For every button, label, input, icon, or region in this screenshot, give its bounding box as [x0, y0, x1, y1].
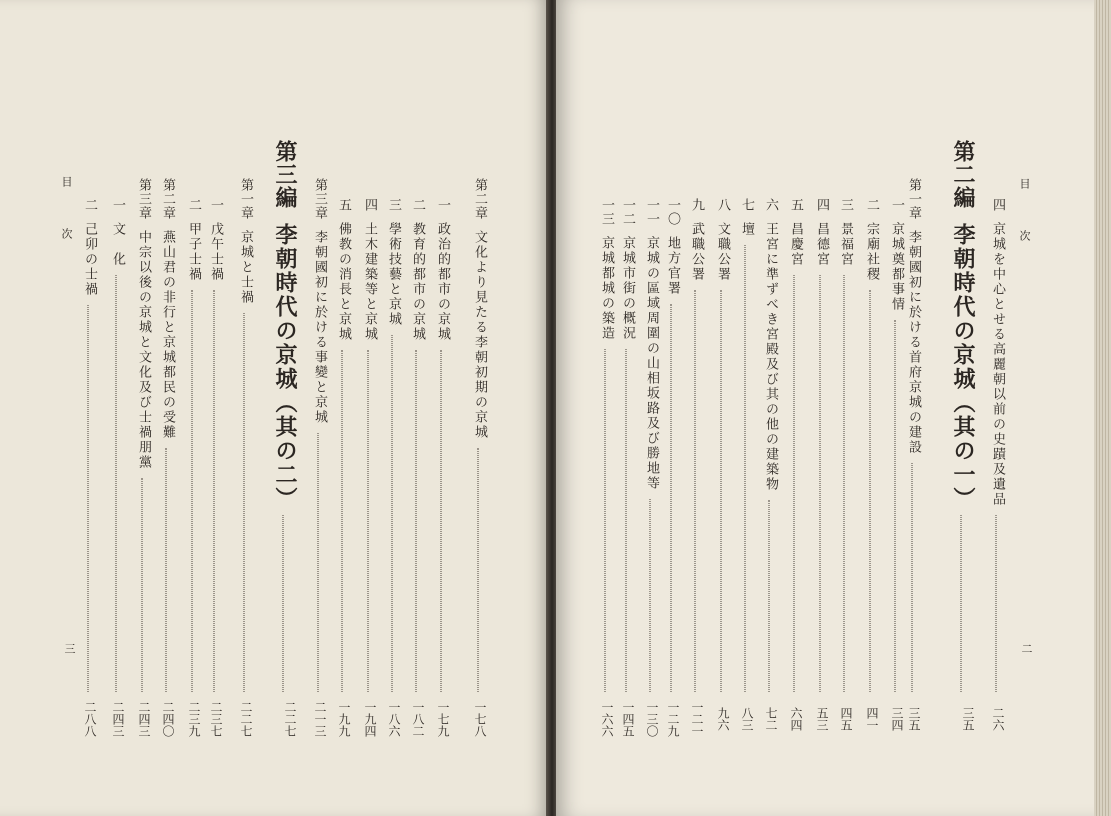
toc-entry-page: 一八二: [411, 701, 425, 737]
toc-entry-section: [812, 198, 828, 740]
toc-entry-title: 政治的都市の京城: [435, 222, 450, 342]
toc-entry-page: 一二九: [666, 701, 680, 737]
toc-entry-title: 甲子士禍: [186, 222, 201, 282]
toc-entry-page: 三四: [890, 707, 904, 731]
toc-entry-section: [642, 198, 658, 740]
dot-leader: [745, 245, 746, 692]
toc-entry-title: 壇: [739, 222, 754, 237]
dot-leader: [392, 335, 393, 692]
toc-entry-section: [988, 198, 1004, 740]
toc-entry-number: 第二編: [950, 140, 976, 209]
page-edges: [1094, 0, 1111, 816]
toc-entry-number: 五: [336, 198, 351, 212]
toc-entry-title: 文化より見たる李朝初期の京城: [472, 230, 487, 440]
toc-entry-title: 土木建築等と京城: [362, 222, 377, 342]
dot-leader: [650, 499, 651, 692]
dot-leader: [870, 290, 871, 692]
toc-entry-section: [184, 198, 200, 740]
toc-entry-page: 五三: [815, 707, 829, 731]
left-page: [0, 0, 548, 816]
toc-entry-page: 一七八: [473, 701, 487, 737]
dot-leader: [116, 275, 117, 692]
toc-entry-page: 二四三: [137, 701, 151, 737]
toc-entry-section: [761, 198, 777, 740]
dot-leader: [416, 350, 417, 692]
toc-entry-title: 教育的都市の京城: [410, 222, 425, 342]
toc-entry-section: [334, 198, 350, 740]
toc-entry-page: 二二七: [239, 701, 253, 737]
toc-entry-page: 一四五: [621, 701, 635, 737]
dot-leader: [912, 463, 913, 692]
toc-entry-page: 三五: [961, 707, 975, 731]
toc-entry-number: 八: [715, 198, 730, 212]
toc-entry-title: 王宮に準ずべき宮殿及び其の他の建築物: [763, 222, 778, 492]
toc-entry-page: 二一三: [313, 701, 327, 737]
dot-leader: [671, 304, 672, 692]
dot-leader: [478, 448, 479, 692]
toc-entry-page: 四五: [839, 707, 853, 731]
toc-entry-title: 李朝時代の京城（其の二）: [272, 223, 298, 511]
toc-entry-title: 昌德宮: [814, 222, 829, 267]
toc-entry-page: 二六: [991, 707, 1005, 731]
toc-entry-number: 三: [838, 198, 853, 212]
toc-entry-page: 一七九: [436, 701, 450, 737]
toc-entry-title: 己卯の士禍: [82, 222, 97, 297]
toc-entry-number: 第三章: [312, 178, 327, 220]
dot-leader: [318, 433, 319, 692]
toc-entry-page: 一二一: [690, 701, 704, 737]
dot-leader: [166, 448, 167, 692]
dot-leader: [794, 275, 795, 692]
toc-entry-section: [360, 198, 376, 740]
toc-entry-page: 二二七: [283, 701, 297, 737]
toc-entry-title: 昌慶宮: [788, 222, 803, 267]
page-folio-right: 二: [1020, 643, 1033, 654]
toc-entry-title: 宗廟社稷: [864, 222, 879, 282]
toc-entry-section: [862, 198, 878, 740]
toc-entry-section: [786, 198, 802, 740]
dot-leader: [895, 320, 896, 692]
dot-leader: [283, 515, 284, 692]
toc-entry-section: [408, 198, 424, 740]
toc-entry-chapter: [310, 178, 326, 740]
toc-entry-number: 二: [186, 198, 201, 212]
toc-entry-chapter: [470, 178, 486, 740]
toc-entry-section: [713, 198, 729, 740]
dot-leader: [88, 305, 89, 692]
toc-entry-number: 六: [763, 198, 778, 212]
toc-entry-title: 京城都城の築造: [599, 236, 614, 341]
toc-entry-page: 二八八: [83, 701, 97, 737]
toc-entry-section: [384, 198, 400, 740]
toc-entry-title: 京城市街の概況: [620, 236, 635, 341]
toc-entry-number: 第一章: [906, 178, 921, 220]
dot-leader: [721, 290, 722, 692]
toc-entry-number: 九: [689, 198, 704, 212]
toc-entry-number: 第三章: [136, 178, 151, 220]
toc-entry-number: 第二章: [160, 178, 175, 220]
running-head-right: 目 次: [1018, 178, 1031, 255]
toc-entry-number: 一一: [644, 198, 659, 226]
toc-entry-number: 四: [362, 198, 377, 212]
dot-leader: [441, 350, 442, 692]
dot-leader: [214, 290, 215, 692]
toc-entry-number: 七: [739, 198, 754, 212]
running-head-left: 目 次: [60, 176, 73, 253]
toc-entry-number: 三: [386, 198, 401, 212]
toc-entry-number: 五: [788, 198, 803, 212]
toc-entry-page: 四一: [865, 707, 879, 731]
toc-entry-page: 二四〇: [161, 701, 175, 737]
toc-entry-section: [80, 198, 96, 740]
toc-entry-page: 一三〇: [645, 701, 659, 737]
toc-entry-page: 九六: [716, 707, 730, 731]
dot-leader: [844, 275, 845, 692]
toc-entry-number: 第三編: [272, 140, 298, 209]
toc-entry-title: 京城奠都事情: [889, 222, 904, 312]
toc-entry-number: 第一章: [238, 178, 253, 220]
toc-entry-title: 李朝時代の京城（其の一）: [950, 223, 976, 511]
toc-entry-page: 八三: [740, 707, 754, 731]
toc-entry-part: [270, 140, 296, 740]
toc-entry-title: 景福宮: [838, 222, 853, 267]
toc-entry-title: 中宗以後の京城と文化及び士禍朋黨: [136, 230, 151, 470]
toc-entry-number: 二: [864, 198, 879, 212]
toc-entry-section: [433, 198, 449, 740]
dot-leader: [244, 313, 245, 692]
toc-entry-title: 李朝國初に於ける事變と京城: [312, 230, 327, 425]
toc-entry-page: 二三七: [209, 701, 223, 737]
toc-entry-page: 七二: [764, 707, 778, 731]
toc-entry-page: 二三九: [187, 701, 201, 737]
toc-entry-chapter: [158, 178, 174, 740]
toc-entry-number: 一二: [620, 198, 635, 226]
dot-leader: [192, 290, 193, 692]
dot-leader: [820, 275, 821, 692]
dot-leader: [342, 350, 343, 692]
dot-leader: [142, 478, 143, 692]
toc-entry-title: 學術技藝と京城: [386, 222, 401, 327]
toc-entry-title: 京城を中心とせる高麗朝以前の史蹟及遺品: [990, 222, 1005, 507]
toc-entry-number: 一: [435, 198, 450, 212]
toc-entry-part: [948, 140, 974, 740]
toc-entry-number: 一: [110, 198, 125, 212]
dot-leader: [626, 349, 627, 692]
toc-entry-section: [618, 198, 634, 740]
toc-entry-number: 二: [410, 198, 425, 212]
toc-entry-page: 一八六: [387, 701, 401, 737]
toc-entry-title: 京城の區域周圍の山相坂路及び勝地等: [644, 236, 659, 491]
right-page: [556, 0, 1094, 816]
dot-leader: [996, 515, 997, 692]
toc-entry-section: [887, 198, 903, 740]
toc-entry-number: 四: [990, 198, 1005, 212]
toc-entry-number: 二: [82, 198, 97, 212]
dot-leader: [605, 349, 606, 692]
toc-entry-title: 戊午士禍: [208, 222, 223, 282]
toc-entry-section: [206, 198, 222, 740]
toc-entry-number: 四: [814, 198, 829, 212]
dot-leader: [695, 290, 696, 692]
toc-entry-page: 一六六: [600, 701, 614, 737]
toc-entry-section: [108, 198, 124, 740]
toc-entry-number: 一: [889, 198, 904, 212]
toc-entry-chapter: [904, 178, 920, 740]
toc-entry-title: 京城と士禍: [238, 230, 253, 305]
toc-entry-section: [687, 198, 703, 740]
toc-entry-page: 一九四: [363, 701, 377, 737]
page-folio-left: 三: [63, 643, 76, 654]
toc-entry-page: 二四三: [111, 701, 125, 737]
toc-entry-title: 地方官署: [665, 236, 680, 296]
dot-leader: [769, 500, 770, 692]
toc-entry-number: 一: [208, 198, 223, 212]
toc-entry-title: 燕山君の非行と京城都民の受難: [160, 230, 175, 440]
dot-leader: [961, 515, 962, 692]
toc-entry-section: [737, 198, 753, 740]
toc-entry-page: 一九九: [337, 701, 351, 737]
toc-entry-section: [836, 198, 852, 740]
toc-entry-page: 六四: [789, 707, 803, 731]
toc-entry-title: 武職公署: [689, 222, 704, 282]
toc-entry-number: 一三: [599, 198, 614, 226]
dot-leader: [368, 350, 369, 692]
toc-entry-number: 一〇: [665, 198, 680, 226]
toc-entry-title: 文 化: [110, 222, 125, 267]
toc-entry-title: 佛教の消長と京城: [336, 222, 351, 342]
toc-entry-number: 第二章: [472, 178, 487, 220]
toc-entry-page: 三五: [907, 707, 921, 731]
toc-entry-section: [597, 198, 613, 740]
toc-entry-title: 文職公署: [715, 222, 730, 282]
toc-entry-section: [663, 198, 679, 740]
toc-entry-title: 李朝國初に於ける首府京城の建設: [906, 230, 921, 455]
toc-entry-chapter: [134, 178, 150, 740]
toc-entry-chapter: [236, 178, 252, 740]
